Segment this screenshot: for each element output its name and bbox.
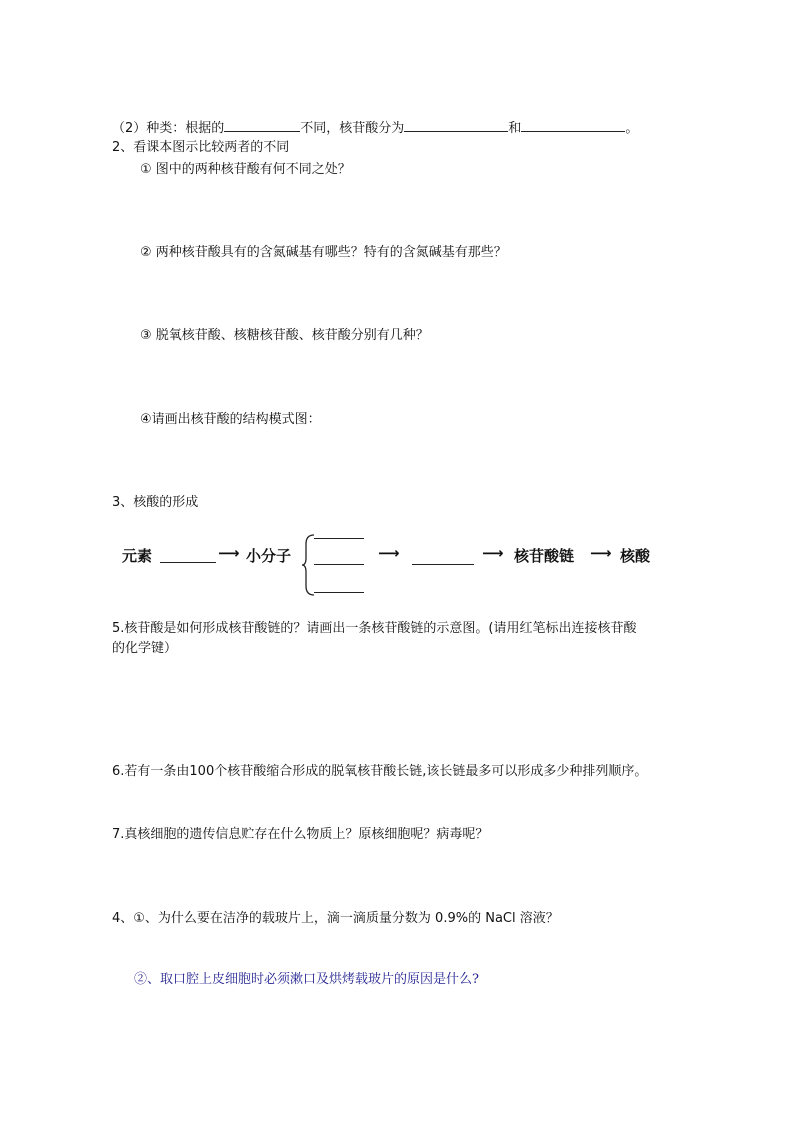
left-brace-icon [302,534,316,596]
flow-arrow-2: ⟶ [378,544,400,562]
flow-arrow-1: ⟶ [218,544,240,562]
nucleic-acid-formation-flow [122,540,682,600]
fill-blank-basis[interactable] [224,118,300,132]
flow-nucleic-acid-label: 核酸 [620,547,651,565]
flow-brace-blank-2[interactable] [314,564,364,565]
fill-blank-kind-1[interactable] [404,118,508,132]
section-3-title: 3、核酸的形成 [112,495,199,510]
flow-blank-elements[interactable] [160,562,216,563]
q2-and: 和 [508,121,522,136]
question-4-part-1: 4、①、为什么要在洁净的载玻片上，滴一滴质量分数为 0.9%的 NaCl 溶液？ [112,911,559,926]
question-7: 7.真核细胞的遗传信息贮存在什么物质上？原核细胞呢？病毒呢？ [112,827,489,842]
fill-blank-kind-2[interactable] [521,118,625,132]
flow-brace-blank-3[interactable] [314,592,364,593]
flow-blank-nucleotide[interactable] [412,564,474,565]
question-2-kinds [112,118,638,138]
flow-small-molecule-label: 小分子 [246,547,292,565]
flow-brace-blank-1[interactable] [314,538,364,539]
q2-mid: 不同，核苷酸分为 [300,121,405,136]
section-2-item-1: ① 图中的两种核苷酸有何不同之处？ [140,162,351,177]
question-5-line-2: 的化学键） [112,641,178,656]
flow-arrow-3: ⟶ [482,544,504,562]
section-2-title: 2、看课本图示比较两者的不同 [112,140,290,155]
question-5-line-1: 5.核苷酸是如何形成核苷酸链的？请画出一条核苷酸链的示意图。(请用红笔标出连接核苷酸 [112,621,637,636]
question-4-part-2: ②、取口腔上皮细胞时必须漱口及烘烤载玻片的原因是什么? [134,972,479,987]
flow-arrow-4: ⟶ [590,544,612,562]
flow-chain-label: 核苷酸链 [514,547,575,565]
question-6: 6.若有一条由100个核苷酸缩合形成的脱氧核苷酸长链,该长链最多可以形成多少种排列顺序。 [112,764,648,779]
section-2-item-4: ④请画出核苷酸的结构模式图： [140,412,321,427]
q2-prefix: （2）种类：根据的 [112,121,225,136]
section-2-item-2: ② 两种核苷酸具有的含氮碱基有哪些？特有的含氮碱基有那些？ [140,245,507,260]
q2-end: 。 [625,121,639,136]
flow-element-label: 元素 [122,547,153,565]
section-2-item-3: ③ 脱氧核苷酸、核糖核苷酸、核苷酸分别有几种？ [140,328,429,343]
